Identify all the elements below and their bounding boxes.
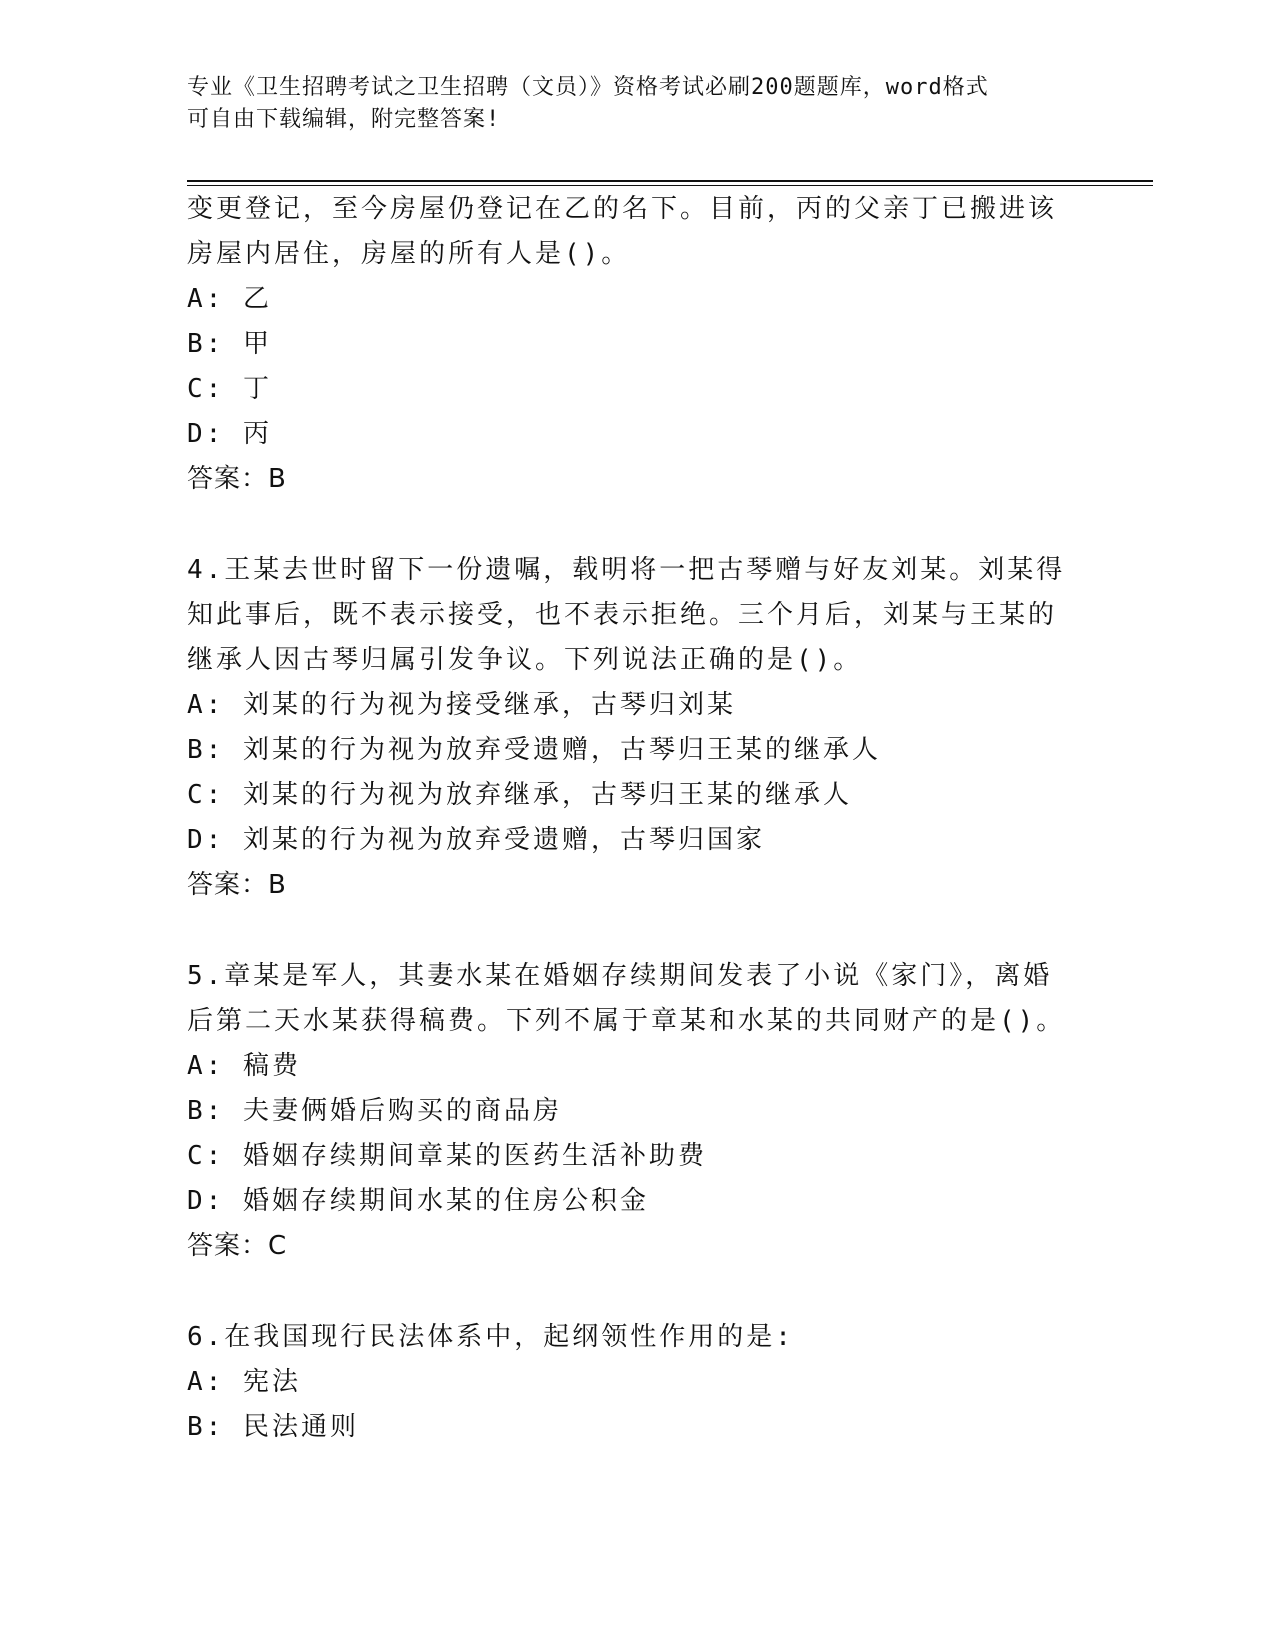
question-stem-line: 6.在我国现行民法体系中，起纲领性作用的是: [187, 1322, 794, 1352]
document-header [187, 72, 1087, 136]
question-spacer [187, 908, 1087, 954]
question-stem-line: 4.王某去世时留下一份遗嘱，载明将一把古琴赠与好友刘某。刘某得 [187, 555, 1066, 585]
option-b: B: 刘某的行为视为放弃受遗赠，古琴归王某的继承人 [187, 735, 881, 765]
option-d: D: 丙 [187, 419, 272, 449]
question-5 [187, 954, 1087, 1269]
answer-label: 答案：C [187, 1231, 288, 1261]
option-b: B: 民法通则 [187, 1412, 359, 1442]
option-a: A: 稿费 [187, 1051, 301, 1081]
question-content [187, 187, 1087, 1450]
answer-label: 答案：B [187, 464, 287, 494]
option-b: B: 甲 [187, 329, 272, 359]
option-a: A: 宪法 [187, 1367, 301, 1397]
question-stem-line: 房屋内居住，房屋的所有人是()。 [187, 239, 631, 269]
question-spacer [187, 502, 1087, 548]
option-a: A: 刘某的行为视为接受继承，古琴归刘某 [187, 690, 736, 720]
header-title-line-2: 可自由下载编辑，附完整答案! [187, 107, 501, 132]
header-divider-thick [187, 180, 1153, 182]
option-b: B: 夫妻俩婚后购买的商品房 [187, 1096, 562, 1126]
option-d: D: 婚姻存续期间水某的住房公积金 [187, 1186, 649, 1216]
answer-label: 答案：B [187, 870, 287, 900]
question-4 [187, 548, 1087, 908]
header-title-line-1: 专业《卫生招聘考试之卫生招聘（文员）》资格考试必刷200题题库，word格式 [187, 75, 989, 100]
question-stem-line: 变更登记，至今房屋仍登记在乙的名下。目前，丙的父亲丁已搬进该 [187, 194, 1058, 224]
question-3 [187, 187, 1087, 502]
option-c: C: 丁 [187, 374, 272, 404]
question-spacer [187, 1269, 1087, 1315]
option-a: A: 乙 [187, 284, 272, 314]
question-stem-line: 继承人因古琴归属引发争议。下列说法正确的是()。 [187, 645, 863, 675]
question-stem-line: 后第二天水某获得稿费。下列不属于章某和水某的共同财产的是()。 [187, 1006, 1066, 1036]
option-c: C: 刘某的行为视为放弃继承，古琴归王某的继承人 [187, 780, 852, 810]
question-stem-line: 5.章某是军人，其妻水某在婚姻存续期间发表了小说《家门》，离婚 [187, 961, 1053, 991]
question-6 [187, 1315, 1087, 1450]
question-stem-line: 知此事后，既不表示接受，也不表示拒绝。三个月后，刘某与王某的 [187, 600, 1058, 630]
option-c: C: 婚姻存续期间章某的医药生活补助费 [187, 1141, 707, 1171]
header-divider-thin [187, 185, 1153, 186]
option-d: D: 刘某的行为视为放弃受遗赠，古琴归国家 [187, 825, 765, 855]
